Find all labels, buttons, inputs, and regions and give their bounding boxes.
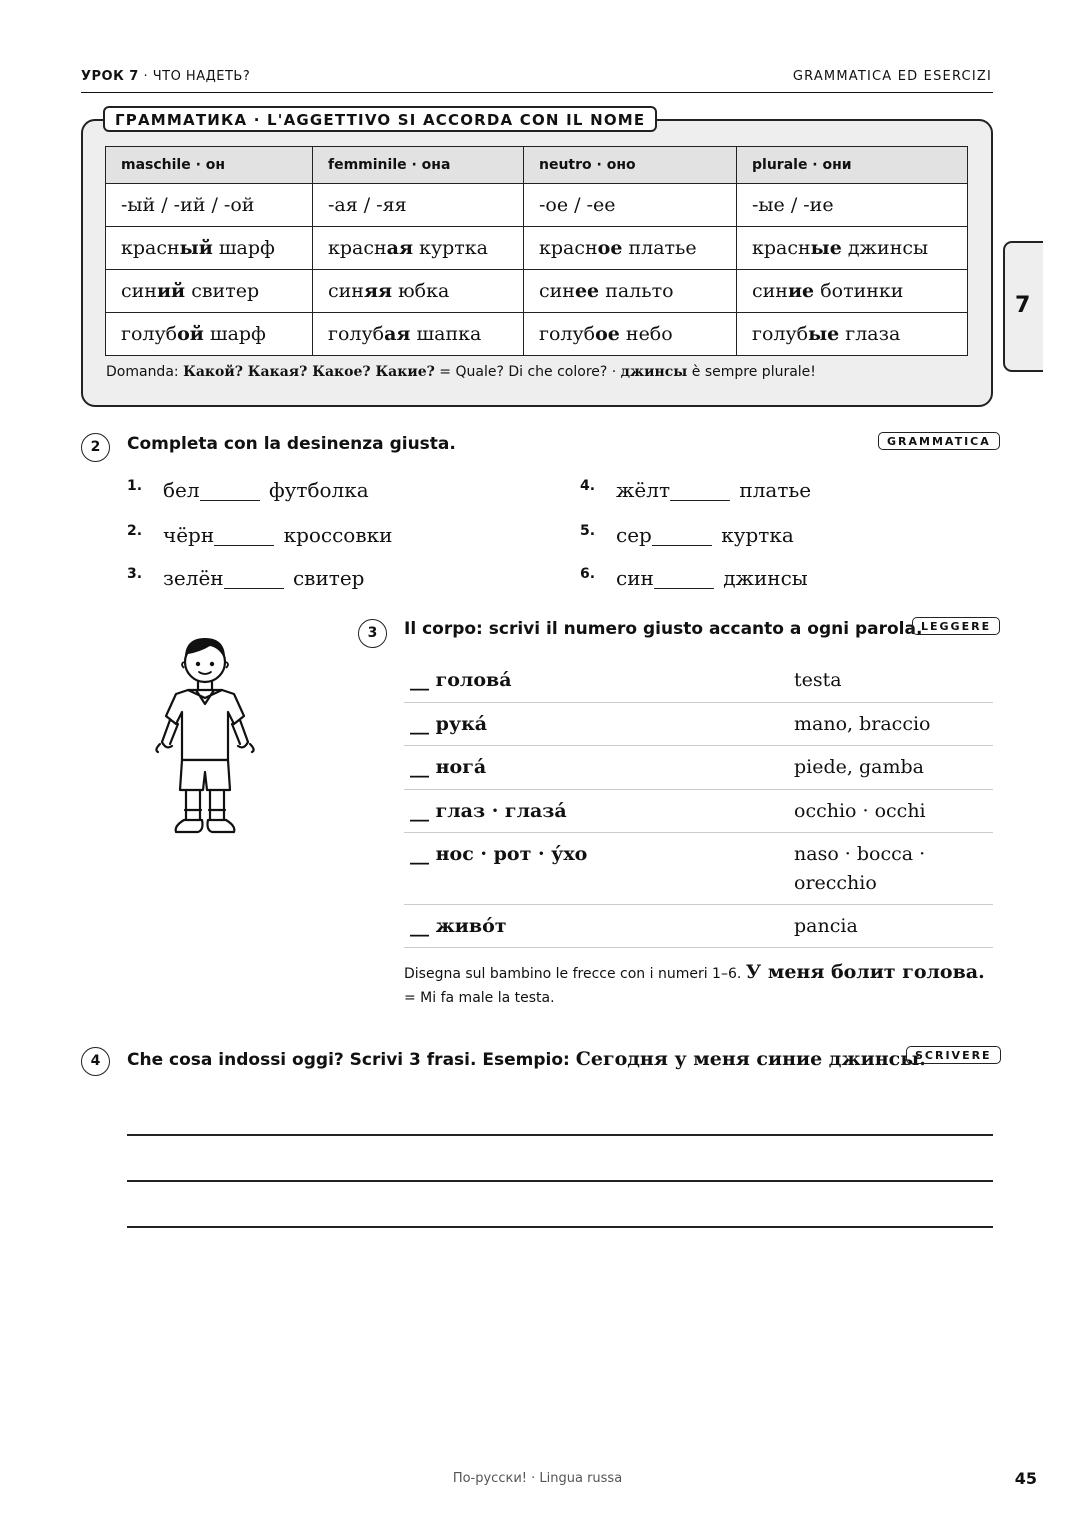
grammar-title: ГРАММАТИКА · L'AGGETTIVO SI ACCORDA CON IL NOME	[103, 106, 657, 132]
vocab-italian: piede, gamba	[794, 756, 924, 778]
vocab-russian: __ нос · рот · у́хо	[410, 843, 588, 865]
fill-item: чёрн кроссовки	[163, 523, 393, 547]
vocab-row	[404, 703, 993, 746]
grammar-table	[105, 146, 968, 356]
vocab-russian: __ глаз · глаза́	[410, 800, 567, 822]
column-header: plurale · они	[737, 147, 968, 184]
item-number: 1.	[127, 478, 143, 494]
item-number: 6.	[580, 566, 596, 582]
exercise-number: 2	[81, 433, 110, 462]
table-cell: синий свитер	[106, 270, 313, 313]
item-number: 4.	[580, 478, 596, 494]
vocab-row	[404, 905, 993, 948]
example-sentence: Сегодня у меня синие джинсы.	[575, 1048, 926, 1070]
answer-blank[interactable]	[654, 570, 714, 589]
vocab-italian: pancia	[794, 915, 858, 937]
table-cell: красный шарф	[106, 227, 313, 270]
lesson-label: УРОК 7	[81, 69, 139, 84]
book-title: По-русски! · Lingua russa	[452, 1471, 623, 1486]
table-cell: -ый / -ий / -ой	[106, 184, 313, 227]
page-number: 45	[1014, 1469, 1037, 1488]
table-cell: голубой шарф	[106, 313, 313, 356]
column-header: femminile · она	[313, 147, 524, 184]
fill-item: жёлт платье	[616, 478, 812, 502]
item-number: 5.	[580, 523, 596, 539]
item-number: 3.	[127, 566, 143, 582]
chapter-tab	[1003, 241, 1043, 372]
grammar-note: Domanda: Какой? Какая? Какое? Какие? = Quale? Di che colore? · джинсы è sempre plurale!	[106, 364, 816, 380]
exercise-title: Completa con la desinenza giusta.	[127, 434, 456, 454]
table-cell: синяя юбка	[313, 270, 524, 313]
table-cell: голубая шапка	[313, 313, 524, 356]
answer-blank[interactable]	[214, 527, 274, 546]
table-cell: -ое / -ее	[524, 184, 737, 227]
table-cell: -ые / -ие	[737, 184, 968, 227]
fill-item: зелён свитер	[163, 566, 365, 590]
exercise-title: Il corpo: scrivi il numero giusto accanto a ogni parola.	[404, 619, 923, 639]
column-header: neutro · оно	[524, 147, 737, 184]
table-cell: синее пальто	[524, 270, 737, 313]
table-cell: красная куртка	[313, 227, 524, 270]
vocab-italian: naso · bocca · orecchio	[794, 843, 926, 894]
answer-blank[interactable]	[670, 482, 730, 501]
table-cell: красное платье	[524, 227, 737, 270]
table-cell: синие ботинки	[737, 270, 968, 313]
exercise-title: Che cosa indossi oggi? Scrivi 3 frasi. Esempio: Сегодня у меня синие джинсы.	[127, 1048, 926, 1070]
table-row	[106, 227, 968, 270]
vocab-italian: mano, braccio	[794, 713, 931, 735]
table-cell: голубые глаза	[737, 313, 968, 356]
vocab-italian: testa	[794, 669, 842, 691]
skill-badge: GRAMMATICA	[878, 432, 1000, 450]
item-number: 2.	[127, 523, 143, 539]
vocab-russian: __ голова́	[410, 669, 512, 691]
fill-item: сер куртка	[616, 523, 794, 547]
table-row	[106, 184, 968, 227]
vocab-russian: __ живо́т	[410, 915, 507, 937]
header-divider	[81, 92, 993, 93]
vocab-russian: __ нога́	[410, 756, 487, 778]
writing-line[interactable]	[127, 1180, 993, 1182]
table-row	[106, 270, 968, 313]
vocab-row	[404, 746, 993, 790]
fill-item: син джинсы	[616, 566, 808, 590]
vocab-row	[404, 659, 993, 703]
exercise-number: 4	[81, 1047, 110, 1076]
boy-illustration	[148, 632, 263, 847]
exercise-note: Disegna sul bambino le frecce con i numeri 1–6. У меня болит голова. = Mi fa male la testa.	[404, 961, 985, 1006]
fill-item: бел футболка	[163, 478, 369, 502]
section-title: GRAMMATICA ED ESERCIZI	[792, 69, 992, 84]
table-row	[106, 313, 968, 356]
column-header: maschile · он	[106, 147, 313, 184]
lesson-header	[81, 69, 250, 84]
answer-blank[interactable]	[224, 570, 284, 589]
lesson-title: · ЧТО НАДЕТЬ?	[143, 69, 251, 84]
vocab-russian: __ рука́	[410, 713, 488, 735]
writing-line[interactable]	[127, 1134, 993, 1136]
vocab-row	[404, 790, 993, 833]
vocab-row	[404, 833, 993, 905]
skill-badge: LEGGERE	[912, 617, 1000, 635]
table-cell: красные джинсы	[737, 227, 968, 270]
table-cell: голубое небо	[524, 313, 737, 356]
writing-line[interactable]	[127, 1226, 993, 1228]
vocab-italian: occhio · occhi	[794, 800, 926, 822]
chapter-tab-number: 7	[1015, 293, 1031, 318]
grammar-table-header	[106, 147, 968, 184]
answer-blank[interactable]	[200, 482, 260, 501]
table-cell: -ая / -яя	[313, 184, 524, 227]
exercise-number: 3	[358, 619, 387, 648]
skill-badge: SCRIVERE	[906, 1046, 1001, 1064]
answer-blank[interactable]	[652, 527, 712, 546]
